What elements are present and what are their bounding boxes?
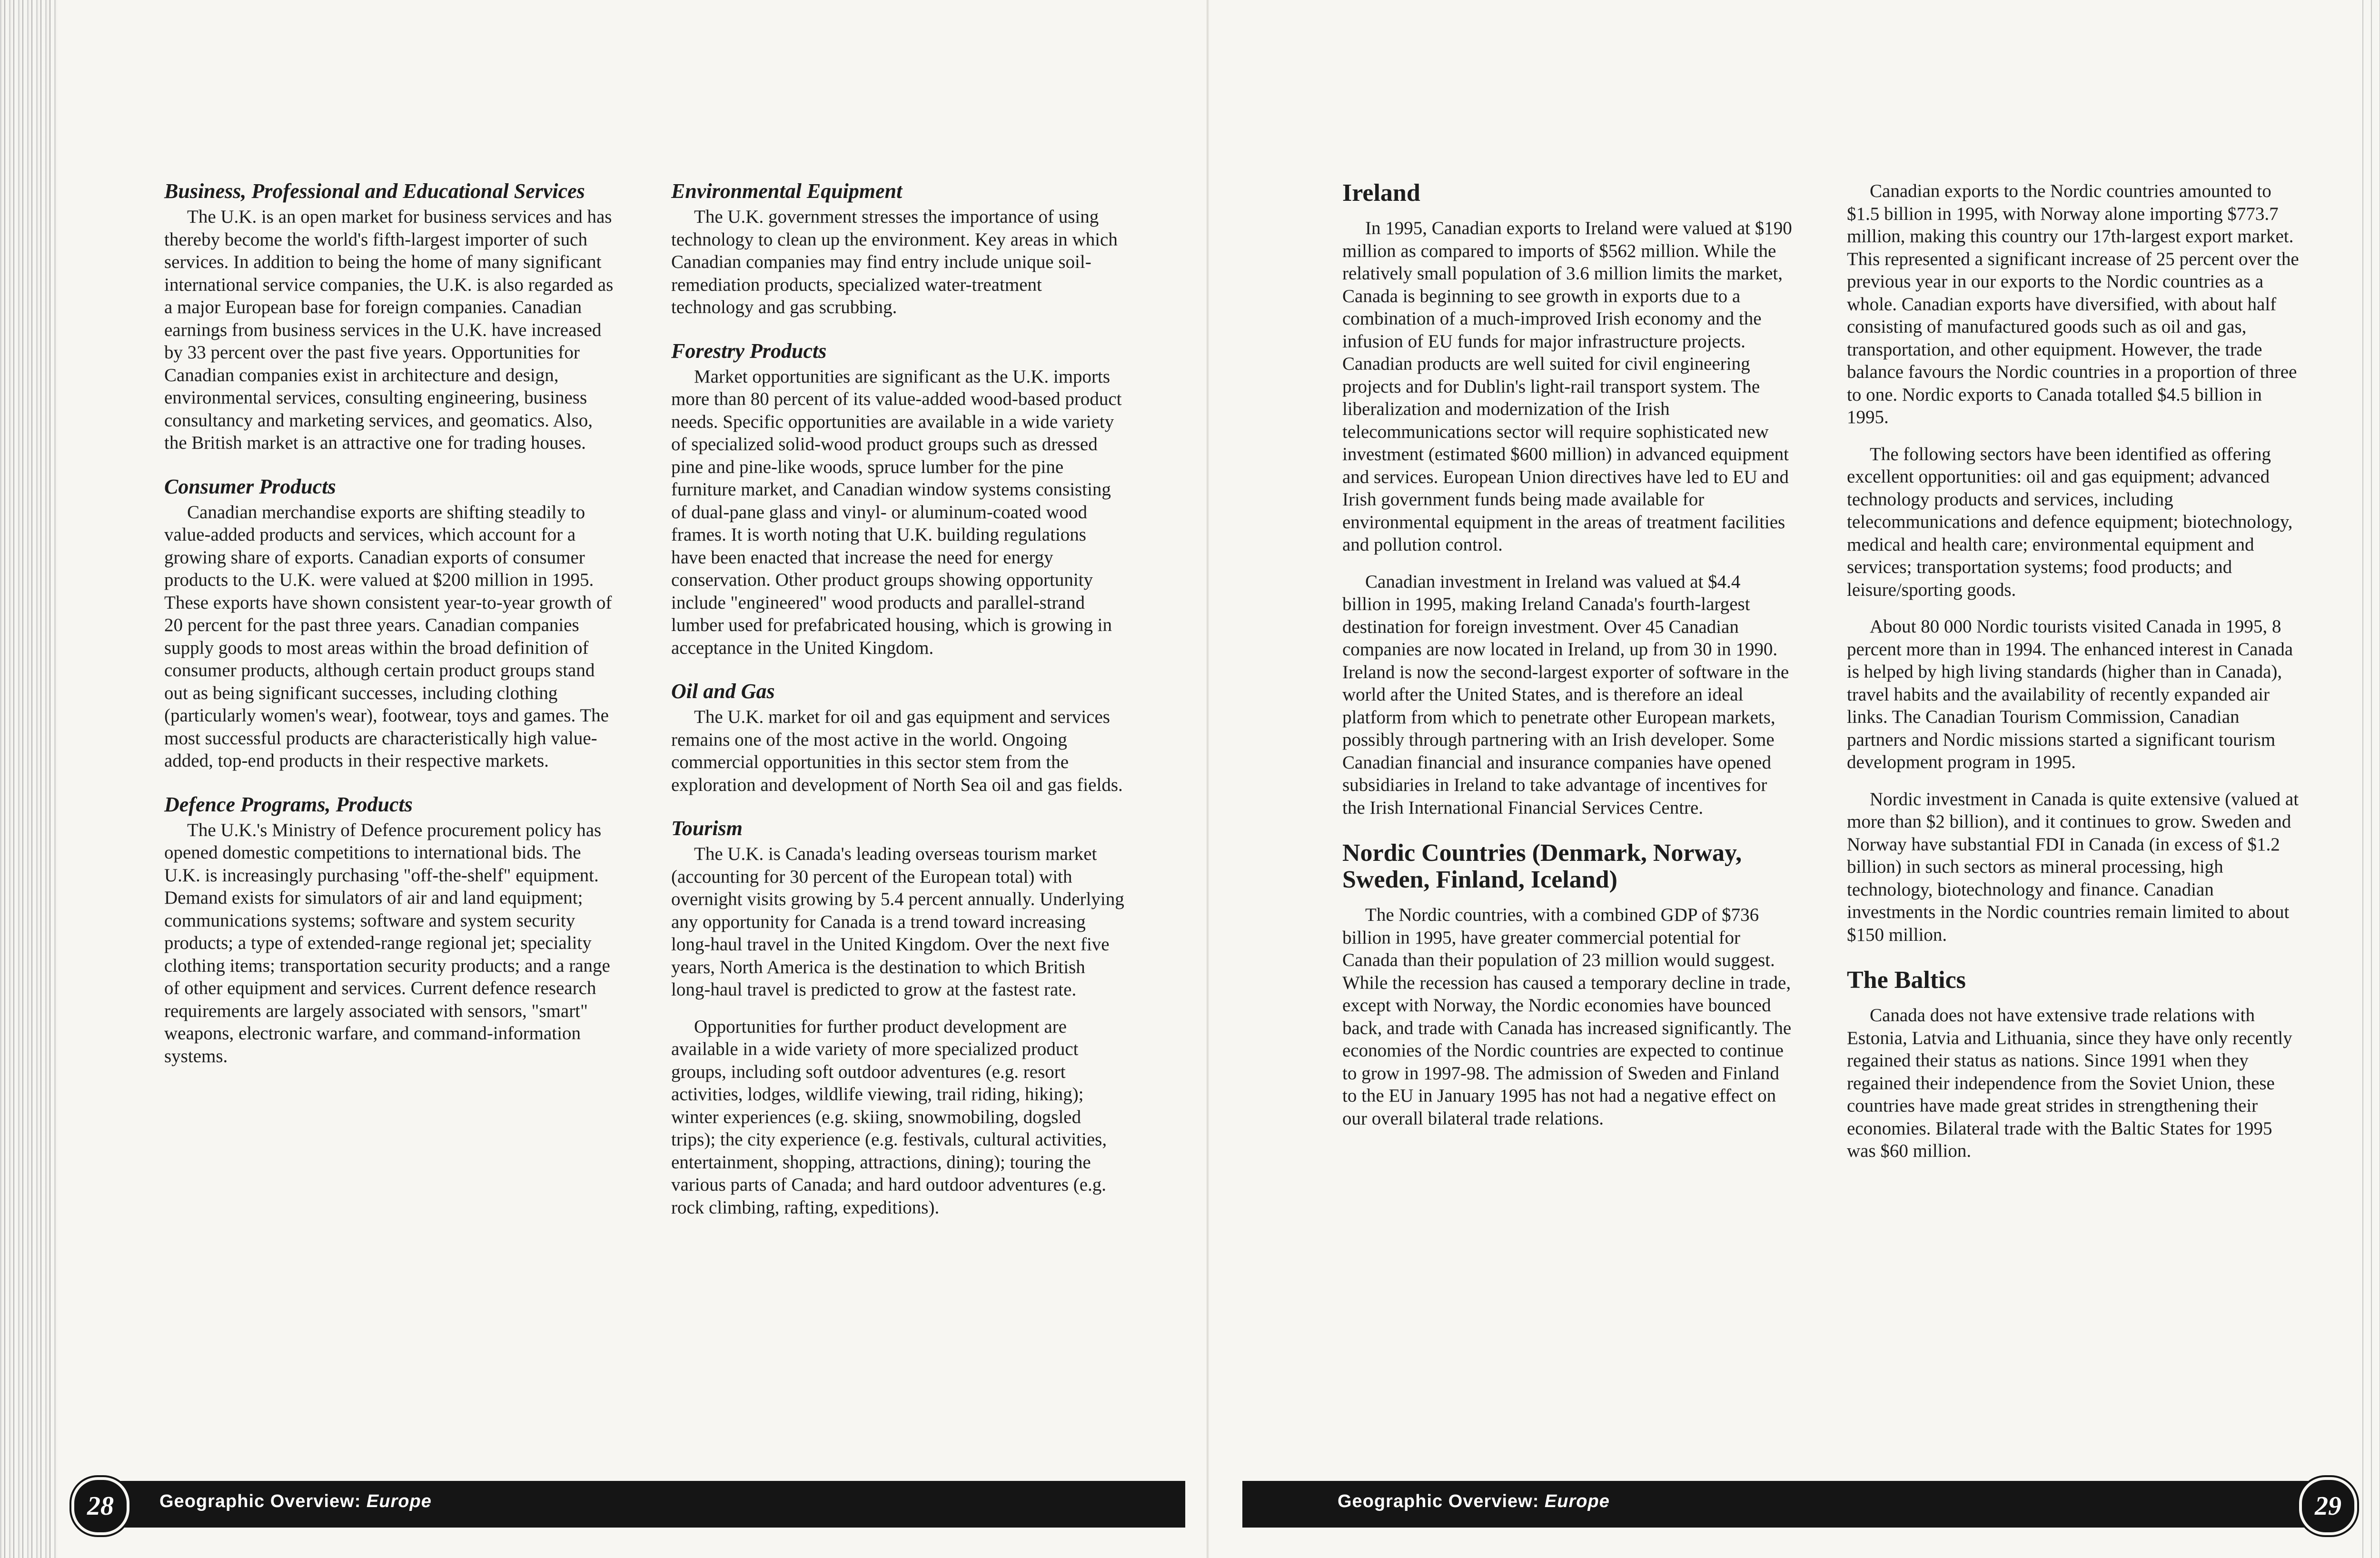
paragraph: The U.K. government stresses the importance of using technology to clean up the environment. Key areas in which Canadian companies may find entry include unique soil-remediation products, specialized water-treatment technology and gas scrubbing. xyxy=(671,207,1118,317)
section-heading: Consumer Products xyxy=(164,474,336,498)
footer-label: Geographic Overview: Europe xyxy=(159,1491,432,1511)
paragraph: Nordic investment in Canada is quite extensive (valued at more than $2 billion), and it continues to grow. Sweden and Norway have substantial FDI in Canada (in excess of $1.2 billion) in such sectors as mineral processing, high technology, biotechnology and finance. Canadian investments in the Nordic countries remain limited to about $150 million. xyxy=(1847,789,2299,945)
section-heading: Nordic Countries (Denmark, Norway, Sweden, Finland, Iceland) xyxy=(1342,839,1742,893)
right-column-2 xyxy=(1847,180,2301,1183)
section-heading: Tourism xyxy=(671,817,743,840)
section-nordic-countries xyxy=(1342,840,1792,1130)
section-heading: Business, Professional and Educational Services xyxy=(164,179,585,203)
section-heading: Defence Programs, Products xyxy=(164,792,413,816)
binding-edge xyxy=(0,0,57,1558)
footer-label: Geographic Overview: Europe xyxy=(1338,1491,1610,1511)
page-number: 29 xyxy=(2299,1477,2357,1535)
right-page xyxy=(1209,0,2380,1558)
paragraph: The following sectors have been identified as offering excellent opportunities: oil and gas equipment; advanced technology products and services, including telecommunications and defence equipment; biotechnology, medical and health care; environmental equipment and services; transportation systems; food products; and leisure/sporting goods. xyxy=(1847,444,2293,600)
paragraph: Canadian merchandise exports are shifting steadily to value-added products and services, which account for a growing share of exports. Canadian exports of consumer products to the U.K. were valued at $200 million in 1995. These exports have shown consistent year-to-year growth of 20 percent for the past three years. Canadian companies supply goods to most areas within the broad definition of consumer products, although certain product groups stand out as being significant successes, including clothing (particularly women's wear), footwear, toys and games. The most successful products are characteristically high value-added, top-end products in their respective markets. xyxy=(164,502,612,771)
section-heading: Oil and Gas xyxy=(671,680,775,703)
section-heading: Forestry Products xyxy=(671,339,827,363)
section-ireland xyxy=(1342,180,1792,819)
binding-edge xyxy=(2359,0,2380,1558)
left-column-1 xyxy=(164,180,619,1088)
paragraph: About 80 000 Nordic tourists visited Canada in 1995, 8 percent more than in 1994. The enhanced interest in Canada is helped by high living standards (higher than in Canada), travel habits and the availability of recently expanded air links. The Canadian Tourism Commission, Canadian partners and Nordic missions started a significant tourism development program in 1995. xyxy=(1847,616,2293,772)
section-consumer-products xyxy=(164,475,619,772)
page-number: 28 xyxy=(71,1477,129,1535)
paragraph: In 1995, Canadian exports to Ireland were valued at $190 million as compared to imports of $562 million. While the relatively small population of 3.6 million limits the market, Canada is beginning to see growth in exports due to a combination of a much-improved Irish economy and the infusion of EU funds for major infrastructure projects. Canadian products are well suited for civil engineering projects and for Dublin's light-rail transport system. The liberalization and modernization of the Irish telecommunications sector will require sophisticated new investment (estimated $600 million) in advanced equipment and services. European Union directives have led to EU and Irish government funds being made available for environmental equipment in the areas of treatment facilities and pollution control. xyxy=(1342,218,1792,555)
paragraph: The U.K. market for oil and gas equipment and services remains one of the most active in the world. Ongoing commercial opportunities in this sector stem from the exploration and development of North Sea oil and gas fields. xyxy=(671,707,1123,795)
section-environmental-equipment xyxy=(671,180,1126,319)
section-oil-and-gas xyxy=(671,680,1126,796)
paragraph: The U.K. is an open market for business services and has thereby become the world's fifth-largest importer of such services. In addition to being the home of many significant international service companies, the U.K. is also regarded as a major European base for foreign companies. Canadian earnings from business services in the U.K. have increased by 33 percent over the past five years. Opportunities for Canadian companies exist in architecture and design, environmental services, consulting engineering, business consultancy and marketing services, and geomatics. Also, the British market is an attractive one for trading houses. xyxy=(164,207,614,453)
section-forestry-products xyxy=(671,340,1126,660)
footer-bar xyxy=(98,1481,1185,1528)
section-the-baltics xyxy=(1847,967,2301,1163)
paragraph: Canada does not have extensive trade relations with Estonia, Latvia and Lithuania, since they have only recently regained their status as nations. Since 1991 when they regained their independence from the Soviet Union, these countries have made great strides in strengthening their economies. Bilateral trade with the Baltic States for 1995 was $60 million. xyxy=(1847,1005,2292,1161)
paragraph: Opportunities for further product development are available in a wide variety of more specialized product groups, including soft outdoor adventures (e.g. resort activities, lodges, wildlife viewing, trail riding, hiking); winter experiences (e.g. skiing, snowmobiling, dogsled trips); the city experience (e.g. festivals, cultural activities, entertainment, shopping, attractions, dining); touring the various parts of Canada; and hard outdoor adventures (e.g. rock climbing, rafting, expeditions). xyxy=(671,1016,1107,1218)
section-heading: Environmental Equipment xyxy=(671,179,902,203)
paragraph: The U.K.'s Ministry of Defence procurement policy has opened domestic competitions to international bids. The U.K. is increasingly purchasing "off-the-shelf" equipment. Demand exists for simulators of air and land equipment; communications systems; software and system security products; a type of extended-range regional jet; speciality clothing items; transportation security products; and a range of other equipment and services. Current defence research requirements are largely associated with sensors, "smart" weapons, electronic warfare, and command-information systems. xyxy=(164,819,610,1066)
paragraph: Canadian exports to the Nordic countries amounted to $1.5 billion in 1995, with Norway alone importing $773.7 million, making this country our 17th-largest export market. This represented a significant increase of 25 percent over the previous year in our exports to the Nordic countries as a whole. Canadian exports have diversified, with about half consisting of manufactured goods such as oil and gas, transportation, and other equipment. However, the trade balance favours the Nordic countries in a proportion of three to one. Nordic exports to Canada totalled $4.5 billion in 1995. xyxy=(1847,181,2299,427)
paragraph: Canadian investment in Ireland was valued at $4.4 billion in 1995, making Ireland Canada's fourth-largest destination for foreign investment. Over 45 Canadian companies are now located in Ireland, up from 30 in 1990. Ireland is now the second-largest exporter of software in the world after the United States, and is therefore an ideal platform from which to penetrate other European markets, possibly through partnering with an Irish developer. Some Canadian financial and insurance companies have opened subsidiaries in Ireland to take advantage of incentives for the Irish International Financial Services Centre. xyxy=(1342,571,1789,818)
paragraph: The Nordic countries, with a combined GDP of $736 billion in 1995, have greater commercial potential for Canada than their population of 23 million would suggest. While the recession has caused a temporary decline in trade, except with Norway, the Nordic economies have bounced back, and trade with Canada has increased significantly. The economies of the Nordic countries are expected to continue to grow in 1997-98. The admission of Sweden and Finland to the EU in January 1995 has not had a negative effect on our overall bilateral trade relations. xyxy=(1342,905,1792,1129)
section-business-services xyxy=(164,180,619,454)
paragraph: Market opportunities are significant as the U.K. imports more than 80 percent of its value-added wood-based product needs. Specific opportunities are available in a wide variety of specialized solid-wood product groups such as dressed pine and pine-like woods, spruce lumber for the pine furniture market, and Canadian window systems consisting of dual-pane glass and vinyl- or aluminum-coated wood frames. It is worth noting that U.K. building regulations have been enacted that increase the need for energy conservation. Other product groups showing opportunity include "engineered" wood products and parallel-strand lumber used for prefabricated housing, which is growing in acceptance in the United Kingdom. xyxy=(671,366,1122,658)
left-column-2 xyxy=(671,180,1126,1240)
section-tourism xyxy=(671,817,1126,1219)
paragraph: The U.K. is Canada's leading overseas tourism market (accounting for 30 percent of the European total) with overnight visits growing by 5.4 percent annually. Underlying any opportunity for Canada is a trend toward increasing long-haul travel in the United Kingdom. Over the next five years, North America is the destination to which British long-haul travel is predicted to grow at the fastest rate. xyxy=(671,844,1124,1000)
right-column-1 xyxy=(1342,180,1792,1151)
section-heading: Ireland xyxy=(1342,179,1420,207)
footer-bar xyxy=(1242,1481,2342,1528)
section-nordic-continued xyxy=(1847,180,2301,946)
section-heading: The Baltics xyxy=(1847,966,1966,994)
section-defence-programs xyxy=(164,793,619,1068)
